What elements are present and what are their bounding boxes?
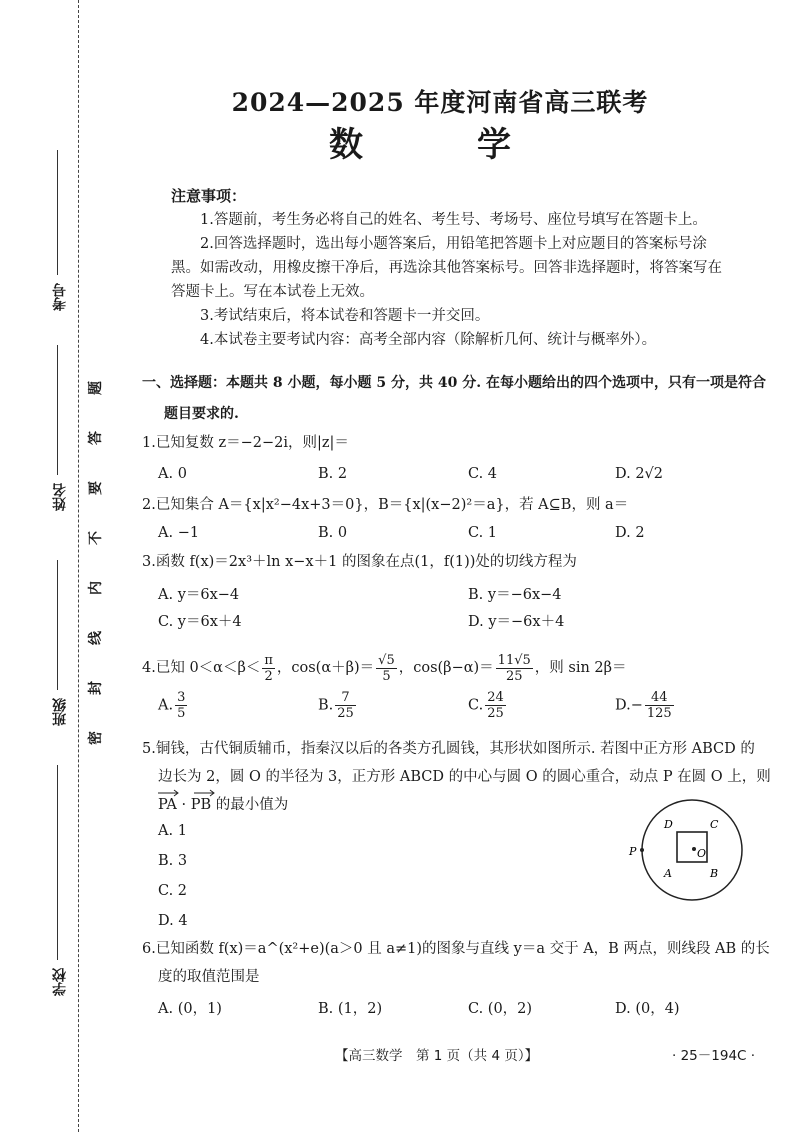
notice-item: 答题卡上。写在本试卷上无效。 (171, 284, 374, 300)
question-5-line1: 5.铜钱，古代铜质辅币，指秦汉以后的各类方孔圆钱，其形状如图所示. 若图中正方形 ABCD 的 (142, 741, 755, 757)
question-6-line2: 度的取值范围是 (158, 969, 260, 985)
seal-char: 封 (88, 681, 104, 695)
question-5-line3: PA · PB 的最小值为 (158, 797, 289, 813)
q4-diff-fraction: $\frac{11√5}{25}$ (497, 652, 531, 684)
label-b: B (710, 867, 719, 880)
vector-arrows (156, 788, 226, 798)
question-1-stem: 1.已知复数 z＝−2−2i，则|z|＝ (142, 435, 349, 451)
seal-char: 要 (88, 481, 104, 495)
name-underline (57, 345, 58, 475)
exam-code: · 25－194C · (672, 1048, 756, 1064)
q1-option-c: C. 4 (468, 466, 498, 482)
q6-option-b: B. (1，2) (318, 1001, 383, 1017)
q1-option-b: B. 2 (318, 466, 348, 482)
seal-char: 不 (88, 531, 104, 545)
label-d: D (664, 818, 673, 831)
q3-option-a: A. y＝6x−4 (158, 587, 240, 603)
school-underline (57, 765, 58, 960)
question-3-stem: 3.函数 f(x)＝2x³＋ln x−x＋1 的图象在点(1，f(1))处的切线方程为 (142, 554, 577, 570)
field-school: 学校 (52, 968, 68, 996)
notice-item: 1.答题前，考生务必将自己的姓名、考生号、考场号、座位号填写在答题卡上。 (200, 212, 707, 228)
class-underline (57, 560, 58, 690)
exam-title: 2024—2025 年度河南省高三联考 (231, 88, 649, 117)
q4-option-d: D.− $\frac{44}{125}$ (615, 690, 672, 721)
q6-option-a: A. (0，1) (158, 1001, 222, 1017)
question-4-stem (142, 648, 627, 688)
notice-item: 3.考试结束后，将本试卷和答题卡一并交回。 (200, 308, 490, 324)
notice-item: 2.回答选择题时，选出每小题答案后，用铅笔把答题卡上对应题目的答案标号涂 (200, 236, 707, 252)
q4-stem-suffix: ，则 sin 2β＝ (534, 660, 627, 676)
q2-option-d: D. 2 (615, 525, 645, 541)
q3-option-c: C. y＝6x＋4 (158, 614, 242, 630)
question-2-stem: 2.已知集合 A＝{x|x²−4x+3＝0}，B＝{x|(x−2)²＝a}，若 A⊆B，则 a＝ (142, 497, 629, 513)
q2-option-c: C. 1 (468, 525, 498, 541)
question-5-line2: 边长为 2，圆 O 的半径为 3，正方形 ABCD 的中心与圆 O 的圆心重合，动点 P 在圆 O 上，则 (158, 769, 771, 785)
q4-option-a: A. $\frac{3}{5}$ (158, 690, 186, 721)
label-c: C (710, 818, 719, 831)
seal-char: 线 (88, 631, 104, 645)
q4-option-c: C. $\frac{24}{25}$ (468, 690, 504, 721)
q4-cos-sum: ，cos(α＋β)＝ (276, 660, 375, 676)
q4-cos-diff: ，cos(β−α)＝ (398, 660, 494, 676)
center-point (692, 847, 696, 851)
notice-item: 4.本试卷主要考试内容：高考全部内容（除解析几何、统计与概率外）。 (200, 332, 657, 348)
exam-subject: 数 学 (329, 125, 551, 165)
circle-o (642, 800, 742, 900)
point-p (640, 848, 644, 852)
label-p: P (629, 845, 637, 858)
label-o: O (697, 847, 707, 860)
field-exam-number: 考号 (52, 283, 68, 311)
binding-dashed-line (78, 0, 80, 1132)
notice-item: 黑。如需改动，用橡皮擦干净后，再选涂其他答案标号。回答非选择题时，将答案写在 (171, 260, 722, 276)
coin-figure (620, 795, 750, 905)
q3-option-b: B. y＝−6x−4 (468, 587, 562, 603)
page-footer: 【高三数学 第 1 页（共 4 页）】 (335, 1048, 539, 1064)
seal-char: 题 (88, 381, 104, 395)
seal-char: 密 (88, 731, 104, 745)
q4-stem-prefix: 4.已知 0＜α＜β＜ (142, 660, 261, 676)
q2-option-b: B. 0 (318, 525, 348, 541)
q2-option-a: A. −1 (158, 525, 200, 541)
field-class: 班级 (52, 698, 68, 726)
q1-option-a: A. 0 (158, 466, 187, 482)
section-heading-cont: 题目要求的. (164, 406, 239, 422)
q6-option-d: D. (0，4) (615, 1001, 680, 1017)
question-6-line1: 6.已知函数 f(x)＝a^(x²+e)(a＞0 且 a≠1)的图象与直线 y＝a 交于 A，B 两点，则线段 AB 的长 (142, 941, 770, 957)
notice-heading: 注意事项： (171, 187, 247, 205)
section-heading: 一、选择题：本题共 8 小题，每小题 5 分，共 40 分. 在每小题给出的四个选项中，只有一项是符合 (142, 375, 766, 391)
q6-option-c: C. (0，2) (468, 1001, 533, 1017)
field-name: 姓名 (52, 483, 68, 511)
q5-option-b: B. 3 (158, 853, 188, 869)
q5-option-a: A. 1 (158, 823, 187, 839)
seal-char: 答 (88, 431, 104, 445)
q5-option-d: D. 4 (158, 913, 188, 929)
q4-pi-fraction: $\frac{\pi}{2}$ (264, 652, 273, 684)
label-a: A (664, 867, 672, 880)
q3-option-d: D. y＝−6x＋4 (468, 614, 565, 630)
q4-option-b: B. $\frac{7}{25}$ (318, 690, 354, 721)
q1-option-d: D. 2√2 (615, 466, 664, 482)
q4-sum-fraction: $\frac{√5}{5}$ (378, 652, 395, 684)
seal-char: 内 (88, 581, 104, 595)
exam-number-underline (57, 150, 58, 275)
q5-option-c: C. 2 (158, 883, 188, 899)
